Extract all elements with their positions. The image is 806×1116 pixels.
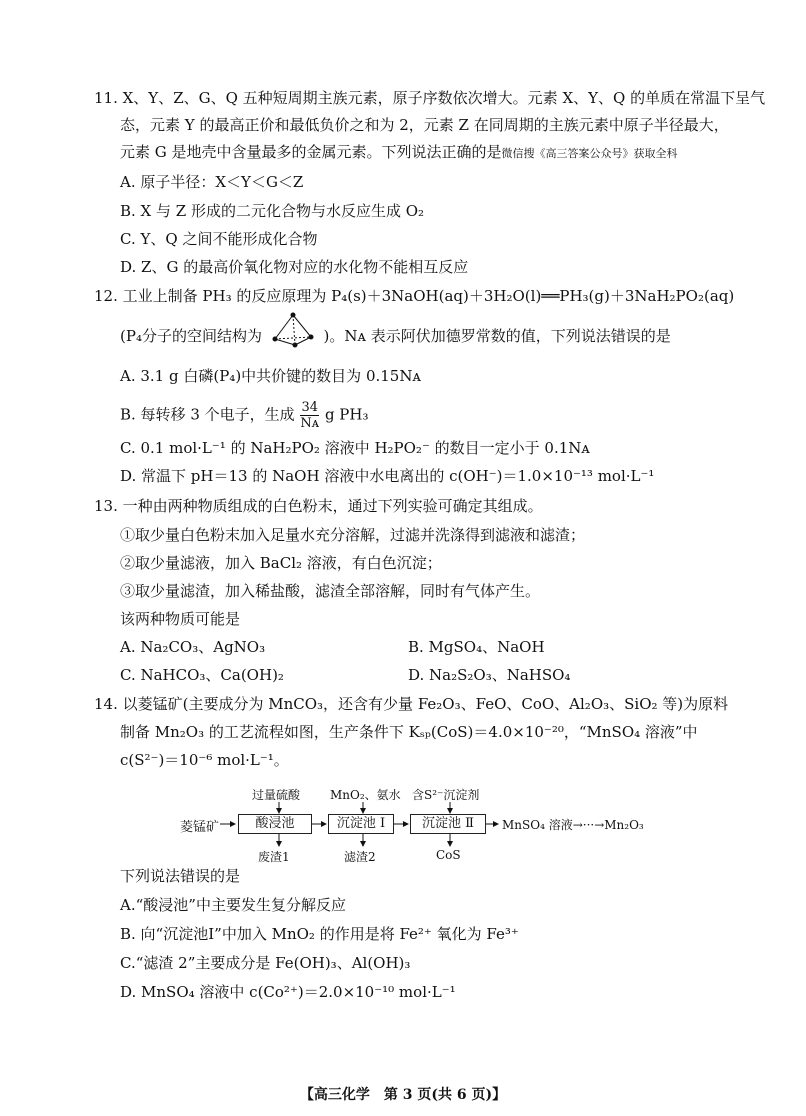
q12-stem-part2: )。Nᴀ 表示阿伏加德罗常数的值，下列说法错误的是 (323, 327, 671, 345)
start-material: 菱锰矿 (180, 820, 220, 835)
end-product: MnSO₄ 溶液→···→Mn₂O₃ (502, 818, 644, 832)
input-label-2: MnO₂、氨水 (330, 788, 401, 802)
q14-stem-line3: c(S²⁻)＝10⁻⁶ mol·L⁻¹。 (120, 751, 289, 769)
q14-option-d: D. MnSO₄ 溶液中 c(Co²⁺)＝2.0×10⁻¹⁰ mol·L⁻¹ (120, 983, 456, 1001)
process-flow-diagram (180, 784, 660, 866)
q14-ask: 下列说法错误的是 (120, 867, 241, 885)
q12-option-b-text: B. 每转移 3 个电子，生成 (120, 405, 295, 424)
q11-stem-line2: 态，元素 Y 的最高正价和最低负价之和为 2，元素 Z 在同周期的主族元素中原子半径最大， (120, 116, 729, 134)
q12-stem-part1: (P₄分子的空间结构为 (120, 327, 262, 345)
q12-option-b (120, 400, 369, 431)
q14-option-a: A.“酸浸池”中主要发生复分解反应 (120, 896, 346, 914)
q14-stem-line1: 14. 以菱锰矿(主要成分为 MnCO₃，还含有少量 Fe₂O₃、FeO、CoO、Al₂O₃、SiO₂ 等)为原料 (94, 695, 729, 713)
page-footer: 【高三化学 第 3 页(共 6 页)】 (299, 1087, 507, 1103)
box-acid-leach: 酸浸池 (238, 814, 312, 834)
q12-option-b-unit: g PH₃ (324, 405, 369, 424)
q13-step3: ③取少量滤渣，加入稀盐酸，滤渣全部溶解，同时有气体产生。 (120, 582, 541, 600)
q11-option-c: C. Y、Q 之间不能形成化合物 (120, 230, 318, 248)
output-label-2: 滤渣2 (344, 850, 376, 864)
q13-option-c: C. NaHCO₃、Ca(OH)₂ (120, 666, 284, 684)
q13-step1: ①取少量白色粉末加入足量水充分溶解，过滤并洗涤得到滤液和滤渣； (120, 526, 586, 544)
q13-ask: 该两种物质可能是 (120, 610, 241, 628)
p4-tetrahedron-diagram (269, 311, 317, 349)
q11-stem-line3 (120, 142, 678, 164)
q12-stem-line1: 12. 工业上制备 PH₃ 的反应原理为 P₄(s)＋3NaOH(aq)＋3H₂O(l)══PH₃(g)＋3NaH₂PO₂(aq) (94, 287, 735, 305)
box-precipitation-1: 沉淀池 Ⅰ (328, 814, 394, 834)
q13-stem: 13. 一种由两种物质组成的白色粉末，通过下列实验可确定其组成。 (94, 497, 543, 515)
output-label-3: CoS (436, 848, 461, 862)
output-label-1: 废渣1 (258, 850, 290, 864)
q13-option-a: A. Na₂CO₃、AgNO₃ (120, 638, 266, 656)
q12-option-c: C. 0.1 mol·L⁻¹ 的 NaH₂PO₂ 溶液中 H₂PO₂⁻ 的数目一定小于 0.1Nᴀ (120, 439, 590, 457)
fraction-denominator: Nᴀ (300, 416, 320, 431)
q12-option-d: D. 常温下 pH＝13 的 NaOH 溶液中水电离出的 c(OH⁻)＝1.0×10⁻¹³ mol·L⁻¹ (120, 467, 655, 485)
box-precipitation-2: 沉淀池 Ⅱ (410, 814, 486, 834)
q12-option-a: A. 3.1 g 白磷(P₄)中共价键的数目为 0.15Nᴀ (120, 367, 421, 385)
q11-option-b: B. X 与 Z 形成的二元化合物与水反应生成 O₂ (120, 202, 425, 220)
input-label-1: 过量硫酸 (252, 788, 301, 802)
q13-option-d: D. Na₂S₂O₃、NaHSO₄ (408, 666, 571, 684)
q11-option-a: A. 原子半径：X＜Y＜G＜Z (120, 173, 304, 191)
input-label-3: 含S²⁻沉淀剂 (412, 788, 480, 802)
fraction (300, 400, 319, 431)
q11-note: 微信搜《高三答案公众号》获取全科 (501, 147, 678, 160)
q11-stem-text: 元素 G 是地壳中含量最多的金属元素。下列说法正确的是 (120, 143, 502, 161)
q14-stem-line2: 制备 Mn₂O₃ 的工艺流程如图，生产条件下 Kₛₚ(CoS)＝4.0×10⁻²⁰，“MnSO₄ 溶液”中 (120, 723, 698, 741)
q13-option-b: B. MgSO₄、NaOH (408, 638, 545, 656)
q12-stem-line2 (120, 325, 671, 349)
q14-option-c: C.“滤渣 2”主要成分是 Fe(OH)₃、Al(OH)₃ (120, 954, 411, 972)
q11-stem-line1: 11. X、Y、Z、G、Q 五种短周期主族元素，原子序数依次增大。元素 X、Y、Q 的单质在常温下呈气 (94, 89, 766, 107)
q11-option-d: D. Z、G 的最高价氧化物对应的水化物不能相互反应 (120, 258, 469, 276)
fraction-numerator: 34 (301, 400, 319, 415)
q13-step2: ②取少量滤液，加入 BaCl₂ 溶液，有白色沉淀； (120, 554, 442, 572)
q14-option-b: B. 向“沉淀池Ⅰ”中加入 MnO₂ 的作用是将 Fe²⁺ 氧化为 Fe³⁺ (120, 925, 519, 943)
